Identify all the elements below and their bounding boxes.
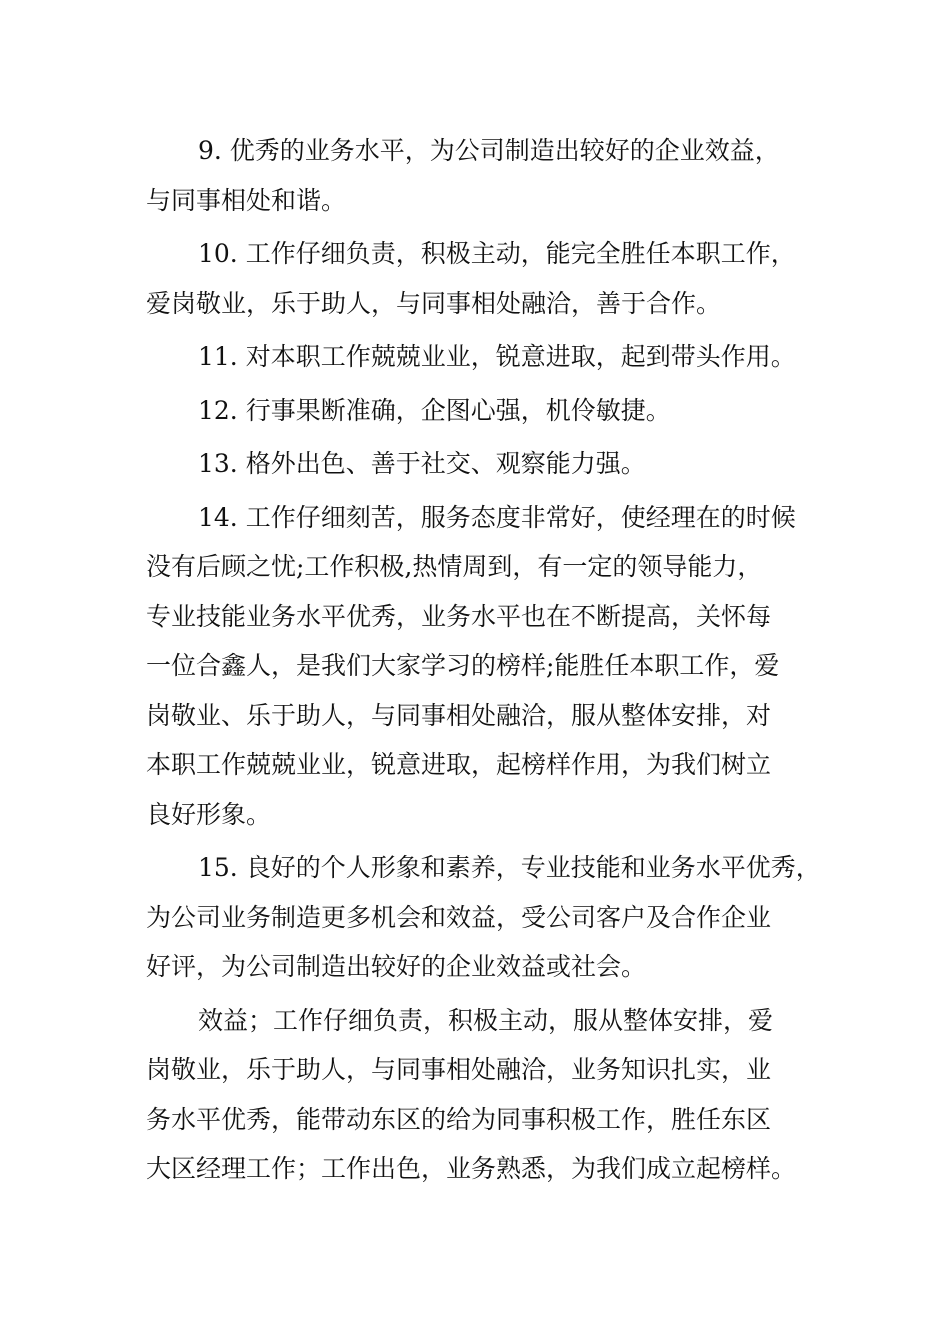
- paragraph-11: [146, 332, 816, 382]
- text-line: 11. 对本职工作兢兢业业，锐意进取，起到带头作用。: [198, 342, 796, 371]
- paragraph-10: [146, 229, 816, 328]
- paragraph-13: [146, 439, 816, 489]
- text-line: 为公司业务制造更多机会和效益，受公司客户及合作企业: [146, 902, 772, 932]
- text-line: 没有后顾之忧;工作积极,热情周到，有一定的领导能力，: [146, 552, 763, 581]
- text-line: 务水平优秀，能带动东区的给为同事积极工作，胜任东区: [146, 1104, 772, 1134]
- paragraph-14: [146, 493, 816, 840]
- text-line: 良好形象。: [146, 799, 272, 829]
- text-line: 大区经理工作；工作出色，业务熟悉，为我们成立起榜样。: [146, 1154, 797, 1183]
- text-line: 9. 优秀的业务水平，为公司制造出较好的企业效益，: [198, 136, 780, 165]
- paragraph-9: [146, 126, 816, 225]
- paragraph-15: [146, 843, 821, 992]
- text-line: 13. 格外出色、善于社交、观察能力强。: [198, 449, 646, 478]
- paragraph-12: [146, 386, 816, 436]
- text-line: 岗敬业、乐于助人，与同事相处融洽，服从整体安排，对: [146, 700, 772, 730]
- document-body: [146, 126, 821, 1194]
- text-line: 10. 工作仔细负责，积极主动，能完全胜任本职工作，: [198, 239, 796, 268]
- text-line: 好评，为公司制造出较好的企业效益或社会。: [146, 952, 647, 981]
- text-line: 效益；工作仔细负责，积极主动，服从整体安排，爱: [198, 1005, 774, 1035]
- text-line: 岗敬业，乐于助人，与同事相处融洽，业务知识扎实，业: [146, 1055, 772, 1084]
- text-line: 12. 行事果断准确，企图心强，机伶敏捷。: [198, 395, 671, 425]
- text-line: 专业技能业务水平优秀，业务水平也在不断提高，关怀每: [146, 601, 772, 631]
- text-line: 与同事相处和谐。: [146, 185, 347, 215]
- text-line: 14. 工作仔细刻苦，服务态度非常好，使经理在的时候: [198, 502, 796, 532]
- text-line: 15. 良好的个人形象和素养，专业技能和业务水平优秀，: [198, 853, 821, 882]
- text-line: 一位合鑫人，是我们大家学习的榜样;能胜任本职工作，爱: [146, 651, 780, 680]
- text-line: 爱岗敬业，乐于助人，与同事相处融洽，善于合作。: [146, 288, 722, 318]
- text-line: 本职工作兢兢业业，锐意进取，起榜样作用，为我们树立: [146, 750, 772, 779]
- paragraph-benefit: [146, 996, 816, 1194]
